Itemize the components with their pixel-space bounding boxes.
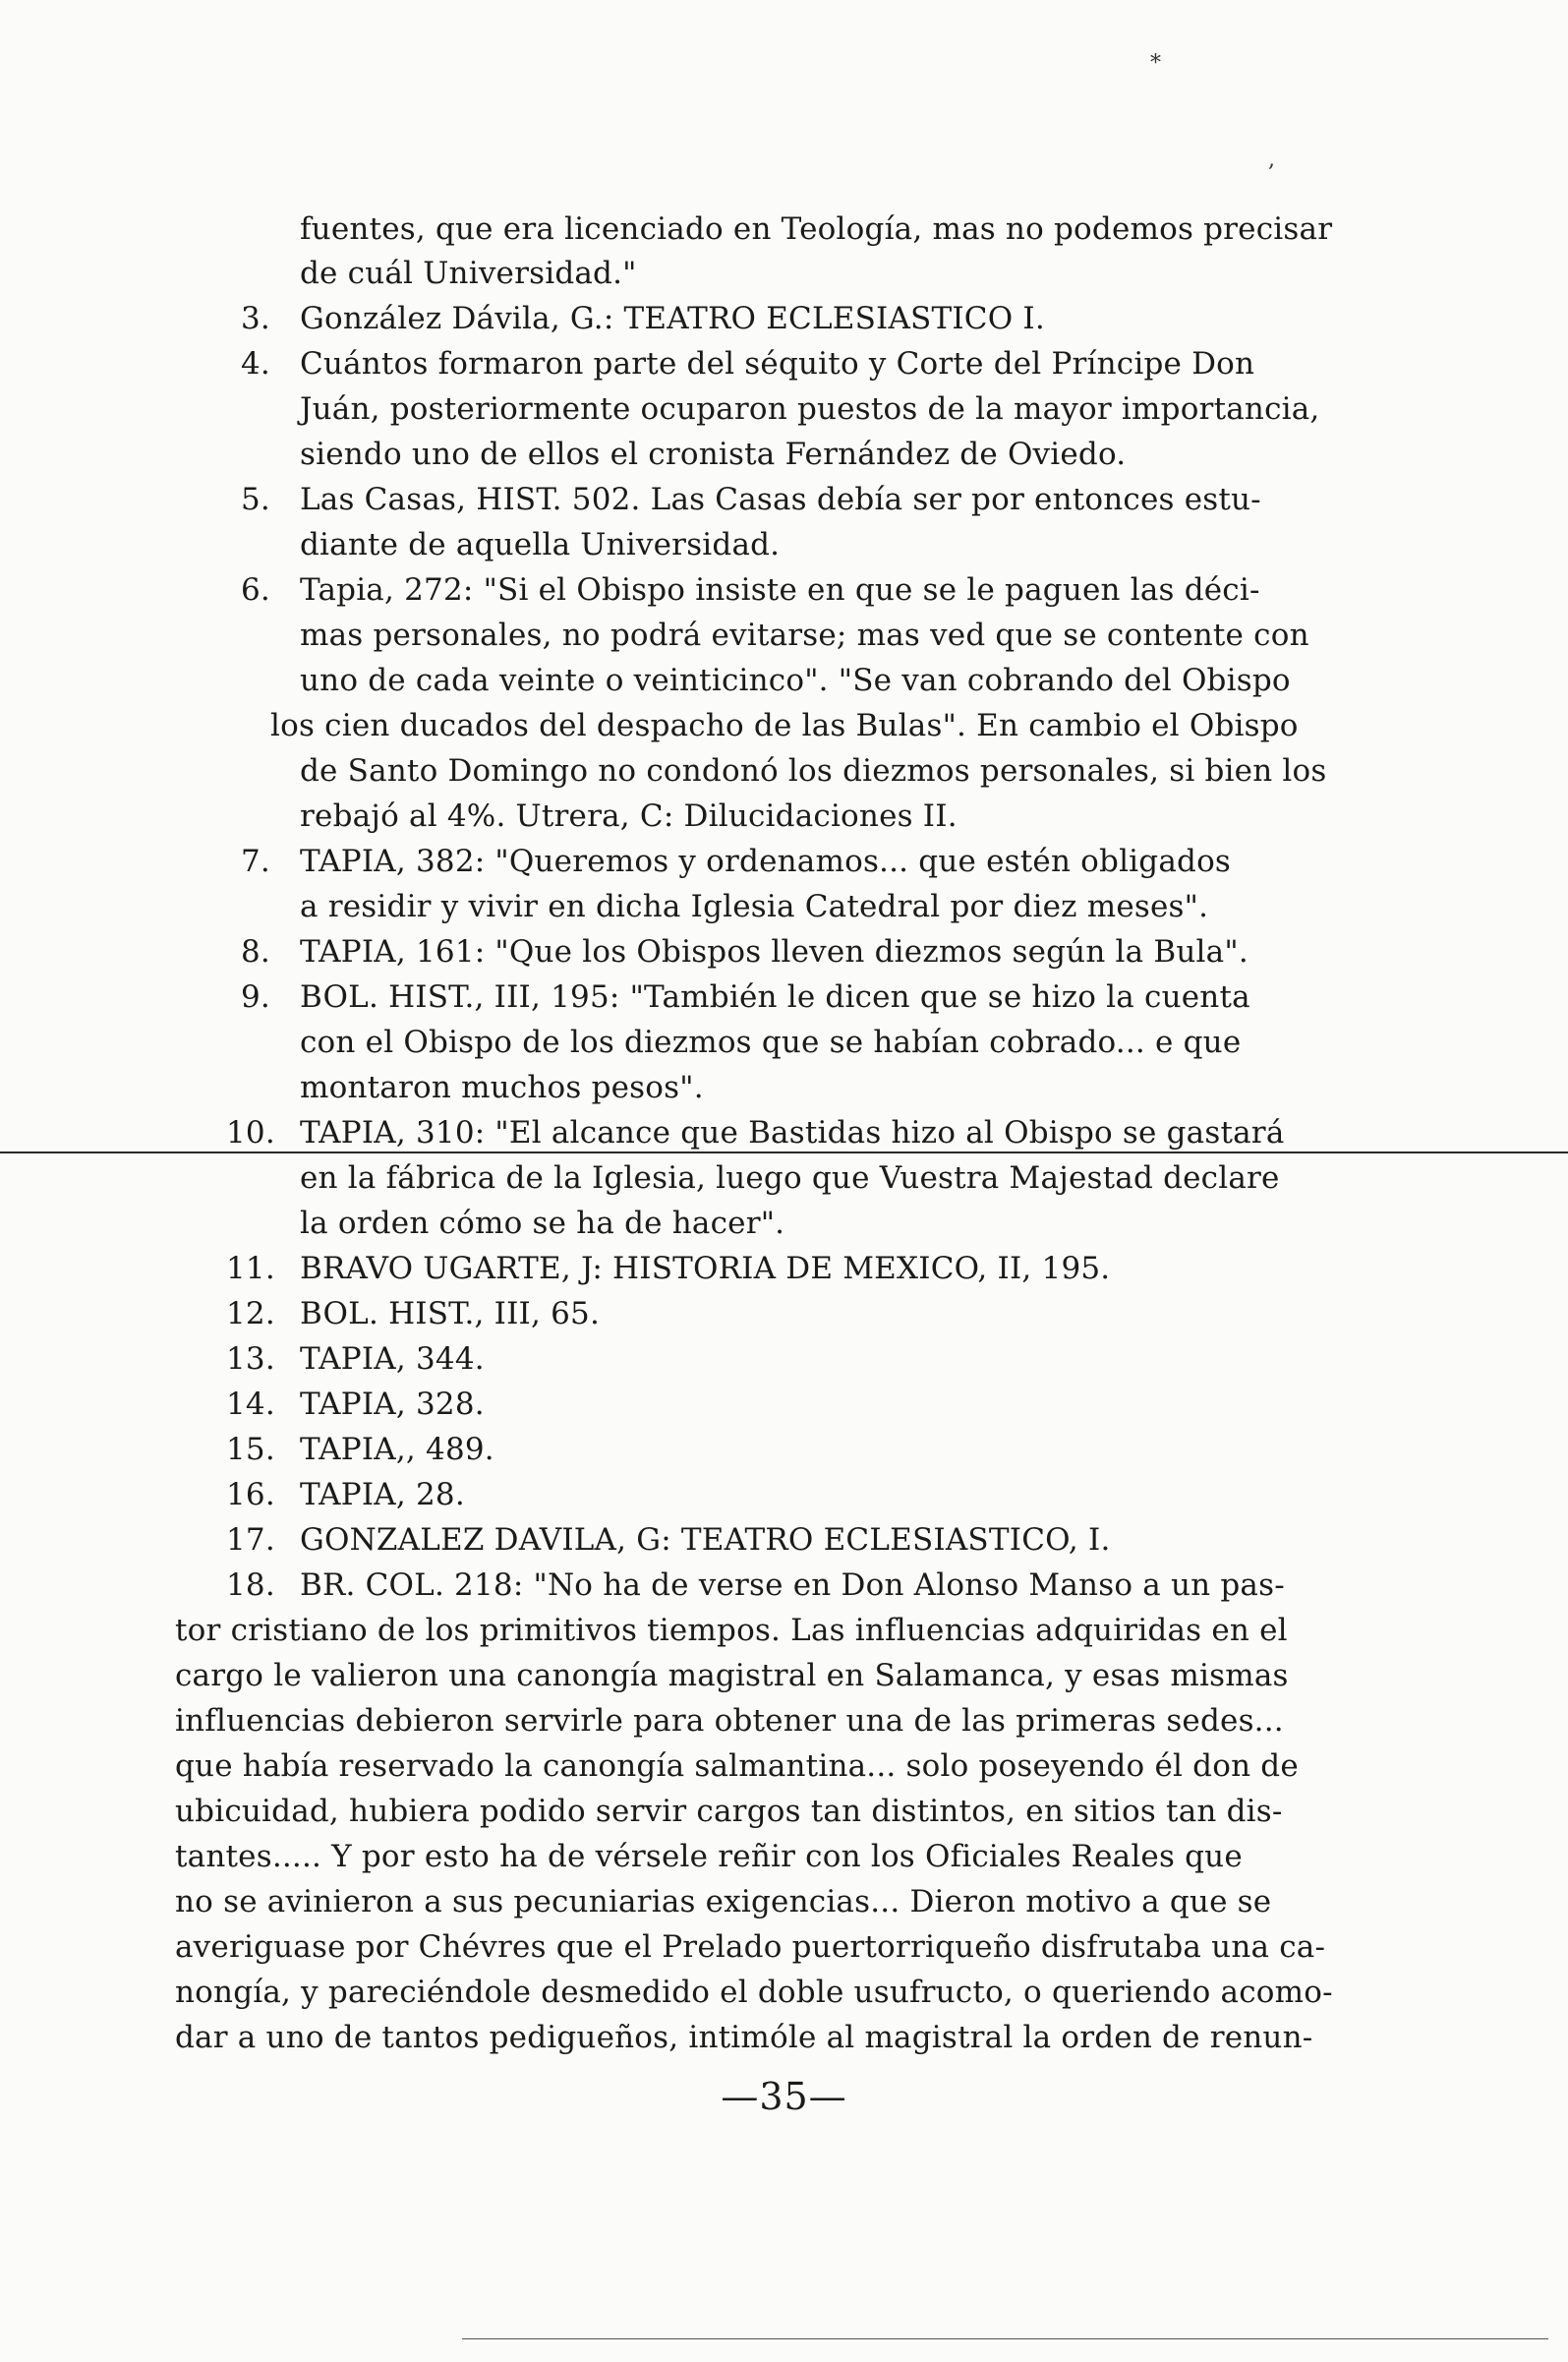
footnote-line: dar a uno de tantos pedigueños, intimóle al magistral la orden de renun- [175,2020,1313,2055]
footnote-line: de Santo Domingo no condonó los diezmos personales, si bien los [300,753,1327,789]
footnote-9: 9. BOL. HIST., III, 195: "También le dicen que se hizo la cuenta [241,979,1250,1015]
footnote-line: siendo uno de ellos el cronista Fernández de Oviedo. [300,437,1127,472]
strike-rule [0,1151,1568,1153]
footnote-15: 15. TAPIA,, 489. [226,1432,494,1467]
footnote-line: cargo le valieron una canongía magistral en Salamanca, y esas mismas [175,1658,1289,1693]
footnote-line: con el Obispo de los diezmos que se habían cobrado... e que [300,1025,1242,1060]
scan-speck: * [1150,51,1161,76]
bottom-rule [462,2338,1548,2339]
footnote-line: uno de cada veinte o veinticinco". "Se van cobrando del Obispo [300,663,1291,698]
footnote-line: la orden cómo se ha de hacer". [300,1206,785,1241]
footnote-4: 4. Cuántos formaron parte del séquito y Corte del Príncipe Don [241,346,1255,382]
footnote-line: ubicuidad, hubiera podido servir cargos tan distintos, en sitios tan dis- [175,1794,1283,1829]
footnote-line: fuentes, que era licenciado en Teología, mas no podemos precisar [300,211,1333,247]
footnote-line: mas personales, no podrá evitarse; mas ved que se contente con [300,618,1309,653]
footnote-line: rebajó al 4%. Utrera, C: Dilucidaciones II. [300,798,958,834]
footnote-16: 16. TAPIA, 28. [226,1477,465,1512]
footnote-line: a residir y vivir en dicha Iglesia Catedral por diez meses". [300,889,1209,924]
footnote-line: montaron muchos pesos". [300,1070,704,1105]
footnote-7: 7. TAPIA, 382: "Queremos y ordenamos... que estén obligados [241,844,1232,879]
footnote-line: averiguase por Chévres que el Prelado puertorriqueño disfrutaba una ca- [175,1929,1326,1965]
footnote-line: tor cristiano de los primitivos tiempos. Las influencias adquiridas en el [175,1613,1288,1648]
footnote-line: Juán, posteriormente ocuparon puestos de la mayor importancia, [300,391,1320,427]
footnote-line: tantes..... Y por esto ha de vérsele reñir con los Oficiales Reales que [175,1839,1243,1874]
footnote-line: que había reservado la canongía salmantina... solo poseyendo él don de [175,1748,1299,1784]
footnote-line: nongía, y pareciéndole desmedido el doble usufructo, o queriendo acomo- [175,1975,1333,2010]
footnote-3: 3. González Dávila, G.: TEATRO ECLESIASTICO I. [241,301,1045,336]
footnote-line: de cuál Universidad." [300,256,637,291]
footnote-line: diante de aquella Universidad. [300,527,781,562]
footnote-14: 14. TAPIA, 328. [226,1387,485,1422]
footnote-line: en la fábrica de la Iglesia, luego que Vuestra Majestad declare [300,1160,1280,1196]
footnote-10: 10. TAPIA, 310: "El alcance que Bastidas hizo al Obispo se gastará [226,1115,1285,1151]
footnote-18: 18. BR. COL. 218: "No ha de verse en Don Alonso Manso a un pas- [226,1567,1285,1603]
footnote-5: 5. Las Casas, HIST. 502. Las Casas debía ser por entonces estu- [241,482,1261,517]
footnote-17: 17. GONZALEZ DAVILA, G: TEATRO ECLESIASTICO, I. [226,1522,1111,1558]
footnote-13: 13. TAPIA, 344. [226,1341,485,1377]
scan-speck: , [1268,148,1275,172]
footnote-11: 11. BRAVO UGARTE, J: HISTORIA DE MEXICO, II, 195. [226,1251,1111,1286]
footnote-8: 8. TAPIA, 161: "Que los Obispos lleven diezmos según la Bula". [241,934,1249,970]
footnote-6: 6. Tapia, 272: "Si el Obispo insiste en que se le paguen las déci- [241,572,1260,608]
page-number: —35— [721,2075,847,2118]
footnote-12: 12. BOL. HIST., III, 65. [226,1296,601,1331]
footnote-line: no se avinieron a sus pecuniarias exigencias... Dieron motivo a que se [175,1884,1272,1919]
footnote-line: influencias debieron servirle para obtener una de las primeras sedes... [175,1703,1284,1739]
footnote-line: los cien ducados del despacho de las Bulas". En cambio el Obispo [270,708,1299,743]
